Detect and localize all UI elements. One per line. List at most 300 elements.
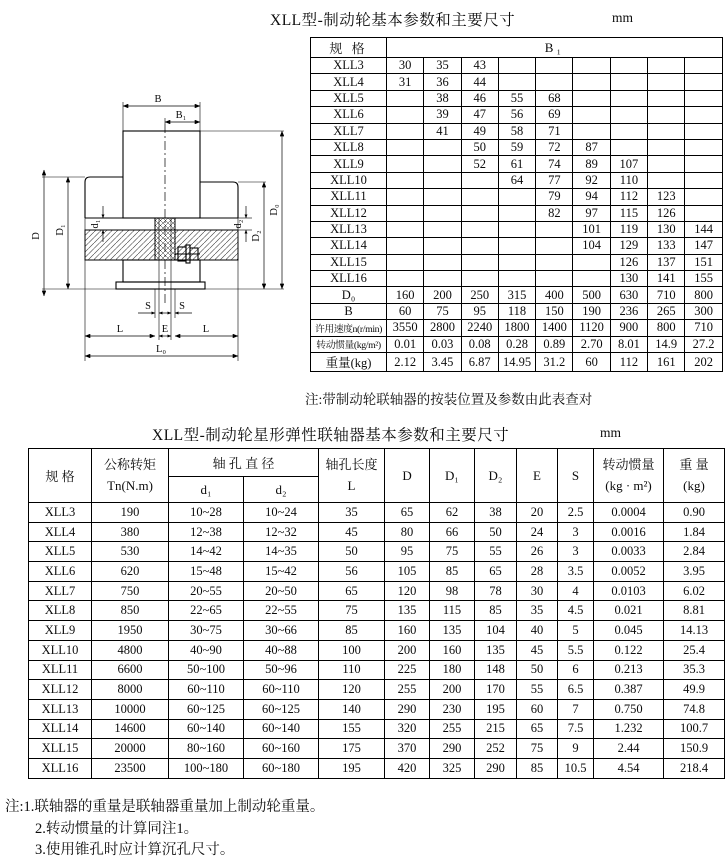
t1-bottom-row	[311, 287, 723, 303]
cell: 150.9	[664, 739, 725, 759]
cell: 0.213	[594, 660, 664, 680]
cell: 200	[424, 287, 461, 303]
cell	[573, 107, 610, 123]
cell: 14600	[92, 719, 169, 739]
cell: XLL7	[311, 123, 387, 139]
cell: 10000	[92, 699, 169, 719]
cell: 30	[517, 581, 558, 601]
cell: 30~66	[244, 621, 319, 641]
cell: 107	[610, 156, 647, 172]
cell: 20000	[92, 739, 169, 759]
cell	[610, 90, 647, 106]
cell: XLL16	[29, 758, 92, 778]
cell: 60~140	[169, 719, 244, 739]
cell	[461, 238, 498, 254]
cell: 265	[648, 303, 685, 319]
cell: XLL10	[311, 172, 387, 188]
cell: 750	[92, 581, 169, 601]
cell	[685, 74, 722, 90]
cell: 56	[319, 562, 385, 582]
cell: 15~42	[244, 562, 319, 582]
dim-label-B: B	[154, 94, 162, 105]
cell	[685, 172, 722, 188]
dim-label-S-left: S	[145, 301, 151, 312]
cell: 24	[517, 522, 558, 542]
cell: 56	[498, 107, 535, 123]
cell: 50	[461, 139, 498, 155]
cell: XLL3	[29, 503, 92, 523]
cell: 60~125	[244, 699, 319, 719]
cell: 112	[610, 353, 647, 372]
section-view	[85, 124, 238, 303]
cell: 49	[461, 123, 498, 139]
cell	[461, 205, 498, 221]
cell: 61	[498, 156, 535, 172]
cell: 147	[685, 238, 722, 254]
cell: 8.01	[610, 336, 647, 352]
cell: 74	[536, 156, 573, 172]
cell: XLL9	[311, 156, 387, 172]
t1-row	[311, 172, 723, 188]
cell: XLL9	[29, 621, 92, 641]
cell: 55	[475, 542, 517, 562]
brake-wheel-parameters-table	[310, 37, 723, 372]
cell: 115	[430, 601, 475, 621]
t1-row	[311, 58, 723, 74]
cell: 160	[430, 640, 475, 660]
cell: 630	[610, 287, 647, 303]
cell: 420	[385, 758, 430, 778]
t2-row	[29, 581, 725, 601]
cell: 130	[610, 271, 647, 287]
cell: 38	[475, 503, 517, 523]
cell: XLL8	[29, 601, 92, 621]
cell	[387, 254, 424, 270]
cell: 4800	[92, 640, 169, 660]
cell: 0.387	[594, 680, 664, 700]
cell: 50~96	[244, 660, 319, 680]
cell: 52	[461, 156, 498, 172]
cell: XLL15	[311, 254, 387, 270]
cell: 50	[319, 542, 385, 562]
cell: 0.0004	[594, 503, 664, 523]
cell: 65	[319, 581, 385, 601]
cell: 65	[385, 503, 430, 523]
cell: 620	[92, 562, 169, 582]
cell: 50~100	[169, 660, 244, 680]
cell: 9	[558, 739, 594, 759]
cell	[424, 205, 461, 221]
cell: 60~125	[169, 699, 244, 719]
cell	[461, 189, 498, 205]
cell: 97	[573, 205, 610, 221]
dim-label-L-left: L	[116, 324, 124, 335]
cell: 1950	[92, 621, 169, 641]
coupling-parameters-table	[28, 448, 725, 779]
dim-label-S-right: S	[179, 301, 185, 312]
cell: 800	[648, 320, 685, 336]
cell: XLL7	[29, 581, 92, 601]
cell: 23500	[92, 758, 169, 778]
dim-label-D1: D₁	[55, 224, 66, 236]
cell: 195	[319, 758, 385, 778]
table2-unit-label: mm	[600, 425, 622, 440]
t1-bottom-row	[311, 320, 723, 336]
t2-row	[29, 719, 725, 739]
cell	[573, 90, 610, 106]
t2-h-weight: 重 量 (kg)	[664, 449, 725, 503]
dim-label-L-right: L	[202, 324, 210, 335]
dim-label-B1: B₁	[175, 110, 187, 121]
cell: 60	[387, 303, 424, 319]
cell: 98	[430, 581, 475, 601]
cell	[498, 221, 535, 237]
cell: 6.5	[558, 680, 594, 700]
cell: 65	[517, 719, 558, 739]
cell	[387, 205, 424, 221]
t2-row	[29, 542, 725, 562]
cell: 1400	[536, 320, 573, 336]
cell: 195	[475, 699, 517, 719]
cell: 900	[610, 320, 647, 336]
t2-h-D1: D₁	[430, 449, 475, 503]
cell: 14~35	[244, 542, 319, 562]
cell: 3.45	[424, 353, 461, 372]
cell	[387, 172, 424, 188]
cell: 60~160	[244, 739, 319, 759]
table1-title: XLL型-制动轮基本参数和主要尺寸	[270, 12, 516, 29]
cell: 250	[461, 287, 498, 303]
cell	[648, 90, 685, 106]
cell: 58	[498, 123, 535, 139]
dim-label-D: D	[31, 232, 42, 240]
footnote-line: 3.使用锥孔时应计算沉孔尺寸。	[35, 842, 235, 858]
cell: 500	[573, 287, 610, 303]
cell: 36	[424, 74, 461, 90]
cell: 530	[92, 542, 169, 562]
cell: 75	[424, 303, 461, 319]
cell: 87	[573, 139, 610, 155]
cell	[498, 205, 535, 221]
cell	[648, 123, 685, 139]
cell: XLL12	[29, 680, 92, 700]
cell: 6	[558, 660, 594, 680]
cell	[536, 74, 573, 90]
cell	[387, 271, 424, 287]
cell: 46	[461, 90, 498, 106]
cell: 35	[319, 503, 385, 523]
cell: 1.232	[594, 719, 664, 739]
cell: 89	[573, 156, 610, 172]
cell: 1800	[498, 320, 535, 336]
cell: 151	[685, 254, 722, 270]
cell: 118	[498, 303, 535, 319]
cell: 4.5	[558, 601, 594, 621]
cell: 315	[498, 287, 535, 303]
cell: 40	[517, 621, 558, 641]
cell: 1.84	[664, 522, 725, 542]
cell	[573, 58, 610, 74]
cell: XLL5	[29, 542, 92, 562]
cell	[685, 123, 722, 139]
t2-row	[29, 660, 725, 680]
cell: 137	[648, 254, 685, 270]
cell: 85	[475, 601, 517, 621]
cell	[610, 139, 647, 155]
cell	[536, 221, 573, 237]
cell	[685, 189, 722, 205]
cell: 14~42	[169, 542, 244, 562]
cell	[387, 90, 424, 106]
cell: 0.045	[594, 621, 664, 641]
cell: 6.02	[664, 581, 725, 601]
cell: XLL11	[311, 189, 387, 205]
cell	[424, 189, 461, 205]
cell: 2.44	[594, 739, 664, 759]
t2-h-d2: d₂	[244, 477, 319, 503]
cell: 1120	[573, 320, 610, 336]
cell: 100.7	[664, 719, 725, 739]
cell: 75	[517, 739, 558, 759]
cell: B	[311, 303, 387, 319]
cell: 252	[475, 739, 517, 759]
cell: 85	[319, 621, 385, 641]
cell	[573, 271, 610, 287]
cell: 0.021	[594, 601, 664, 621]
cell	[424, 221, 461, 237]
t2-row	[29, 621, 725, 641]
cell: 55	[517, 680, 558, 700]
cell	[424, 172, 461, 188]
cell: 380	[92, 522, 169, 542]
cell: 180	[430, 660, 475, 680]
cell: 5	[558, 621, 594, 641]
cell: 6.87	[461, 353, 498, 372]
cell: 68	[536, 90, 573, 106]
cell: 160	[387, 287, 424, 303]
cell: 38	[424, 90, 461, 106]
cell: 148	[475, 660, 517, 680]
cell: 3.95	[664, 562, 725, 582]
cell: XLL11	[29, 660, 92, 680]
t2-h-S: S	[558, 449, 594, 503]
cell: 236	[610, 303, 647, 319]
cell: 35	[424, 58, 461, 74]
cell: 320	[385, 719, 430, 739]
t1-row	[311, 90, 723, 106]
cell	[573, 254, 610, 270]
cell: 370	[385, 739, 430, 759]
cell: 35	[517, 601, 558, 621]
cell	[685, 58, 722, 74]
cell: 重量(kg)	[311, 353, 387, 372]
cell: XLL5	[311, 90, 387, 106]
cell: 12~38	[169, 522, 244, 542]
footnote-line: 注:1.联轴器的重量是联轴器重量加上制动轮重量。	[5, 799, 325, 815]
cell: 60~140	[244, 719, 319, 739]
cell: 6600	[92, 660, 169, 680]
cell	[461, 254, 498, 270]
cell: 41	[424, 123, 461, 139]
cell	[461, 172, 498, 188]
cell	[685, 205, 722, 221]
cell: 80	[385, 522, 430, 542]
t1-row	[311, 189, 723, 205]
cell	[498, 271, 535, 287]
cell: 100	[319, 640, 385, 660]
cell	[498, 238, 535, 254]
cell	[610, 58, 647, 74]
t2-h-d1: d₁	[169, 477, 244, 503]
cell: 60~110	[244, 680, 319, 700]
t2-row	[29, 758, 725, 778]
dim-label-L0: L₀	[155, 344, 167, 355]
cell	[610, 123, 647, 139]
cell: 31	[387, 74, 424, 90]
cell: 47	[461, 107, 498, 123]
cell: 10~24	[244, 503, 319, 523]
cell: 104	[475, 621, 517, 641]
cell: 155	[685, 271, 722, 287]
cell: 7.5	[558, 719, 594, 739]
t1-row	[311, 205, 723, 221]
cell: 59	[498, 139, 535, 155]
cell: 20~50	[244, 581, 319, 601]
cell	[536, 58, 573, 74]
cell	[498, 189, 535, 205]
cell	[648, 156, 685, 172]
t2-h-bore-len: 轴孔长度 L	[319, 449, 385, 503]
table1-unit-label: mm	[612, 10, 634, 25]
cell: 255	[385, 680, 430, 700]
cell: D₀	[311, 287, 387, 303]
cell: 5.5	[558, 640, 594, 660]
cell: 215	[475, 719, 517, 739]
cell: 290	[475, 758, 517, 778]
cell: 100~180	[169, 758, 244, 778]
cell: 45	[319, 522, 385, 542]
cell: 800	[685, 287, 722, 303]
dim-label-d1: d₁	[90, 219, 101, 229]
cell: 39	[424, 107, 461, 123]
cell	[648, 139, 685, 155]
cell: XLL10	[29, 640, 92, 660]
cell: 许用速度n(r/min)	[311, 320, 387, 336]
t2-row	[29, 562, 725, 582]
cell: 0.750	[594, 699, 664, 719]
cell: XLL12	[311, 205, 387, 221]
cell	[424, 238, 461, 254]
cell	[387, 156, 424, 172]
cell: 20	[517, 503, 558, 523]
cell: XLL4	[29, 522, 92, 542]
cell: 200	[385, 640, 430, 660]
t2-row	[29, 680, 725, 700]
cell: 135	[430, 621, 475, 641]
t2-row	[29, 503, 725, 523]
table2-title: XLL型-制动轮星形弹性联轴器基本参数和主要尺寸	[152, 427, 510, 444]
cell: 0.0033	[594, 542, 664, 562]
cell: 120	[319, 680, 385, 700]
cell: XLL14	[29, 719, 92, 739]
cell: 200	[430, 680, 475, 700]
cell: 28	[517, 562, 558, 582]
cell: 转动惯量(kg/m²)	[311, 336, 387, 352]
cell	[461, 221, 498, 237]
cell: 0.01	[387, 336, 424, 352]
t1-spec-header: 规 格	[311, 38, 387, 58]
cell	[424, 139, 461, 155]
cell	[387, 139, 424, 155]
cell	[648, 58, 685, 74]
cell: XLL13	[311, 221, 387, 237]
cell	[648, 172, 685, 188]
t1-row	[311, 107, 723, 123]
cell: 26	[517, 542, 558, 562]
cell: 101	[573, 221, 610, 237]
cell: 144	[685, 221, 722, 237]
cell: XLL8	[311, 139, 387, 155]
cell: 3550	[387, 320, 424, 336]
cell: 202	[685, 353, 722, 372]
cell	[573, 123, 610, 139]
cell: 40~90	[169, 640, 244, 660]
cell: 155	[319, 719, 385, 739]
cell: 115	[610, 205, 647, 221]
cell: 120	[385, 581, 430, 601]
cell: 2.5	[558, 503, 594, 523]
cell: 10~28	[169, 503, 244, 523]
cell: 72	[536, 139, 573, 155]
cell: 10.5	[558, 758, 594, 778]
cell: 110	[319, 660, 385, 680]
t1-b1-header: B₁	[387, 38, 723, 58]
cell: 161	[648, 353, 685, 372]
cell: 325	[430, 758, 475, 778]
cell: 225	[385, 660, 430, 680]
cell: 0.0052	[594, 562, 664, 582]
cell: 77	[536, 172, 573, 188]
cell: XLL13	[29, 699, 92, 719]
cell: 4	[558, 581, 594, 601]
footnotes	[5, 797, 324, 862]
cell: 850	[92, 601, 169, 621]
cell: 27.2	[685, 336, 722, 352]
cell: 141	[648, 271, 685, 287]
cell: 95	[385, 542, 430, 562]
cell: 55	[498, 90, 535, 106]
cell	[536, 238, 573, 254]
cell: 14.95	[498, 353, 535, 372]
cell: 25.4	[664, 640, 725, 660]
cell: 22~65	[169, 601, 244, 621]
cell: 170	[475, 680, 517, 700]
cell: XLL15	[29, 739, 92, 759]
cell: 2240	[461, 320, 498, 336]
cell: 126	[648, 205, 685, 221]
cell	[610, 74, 647, 90]
cell: 20~55	[169, 581, 244, 601]
cell: 119	[610, 221, 647, 237]
cell: 4.54	[594, 758, 664, 778]
cell: 0.89	[536, 336, 573, 352]
cell: 110	[610, 172, 647, 188]
cell: 22~55	[244, 601, 319, 621]
cell: 129	[610, 238, 647, 254]
cell: 135	[385, 601, 430, 621]
cell: 94	[573, 189, 610, 205]
cell: 60	[573, 353, 610, 372]
